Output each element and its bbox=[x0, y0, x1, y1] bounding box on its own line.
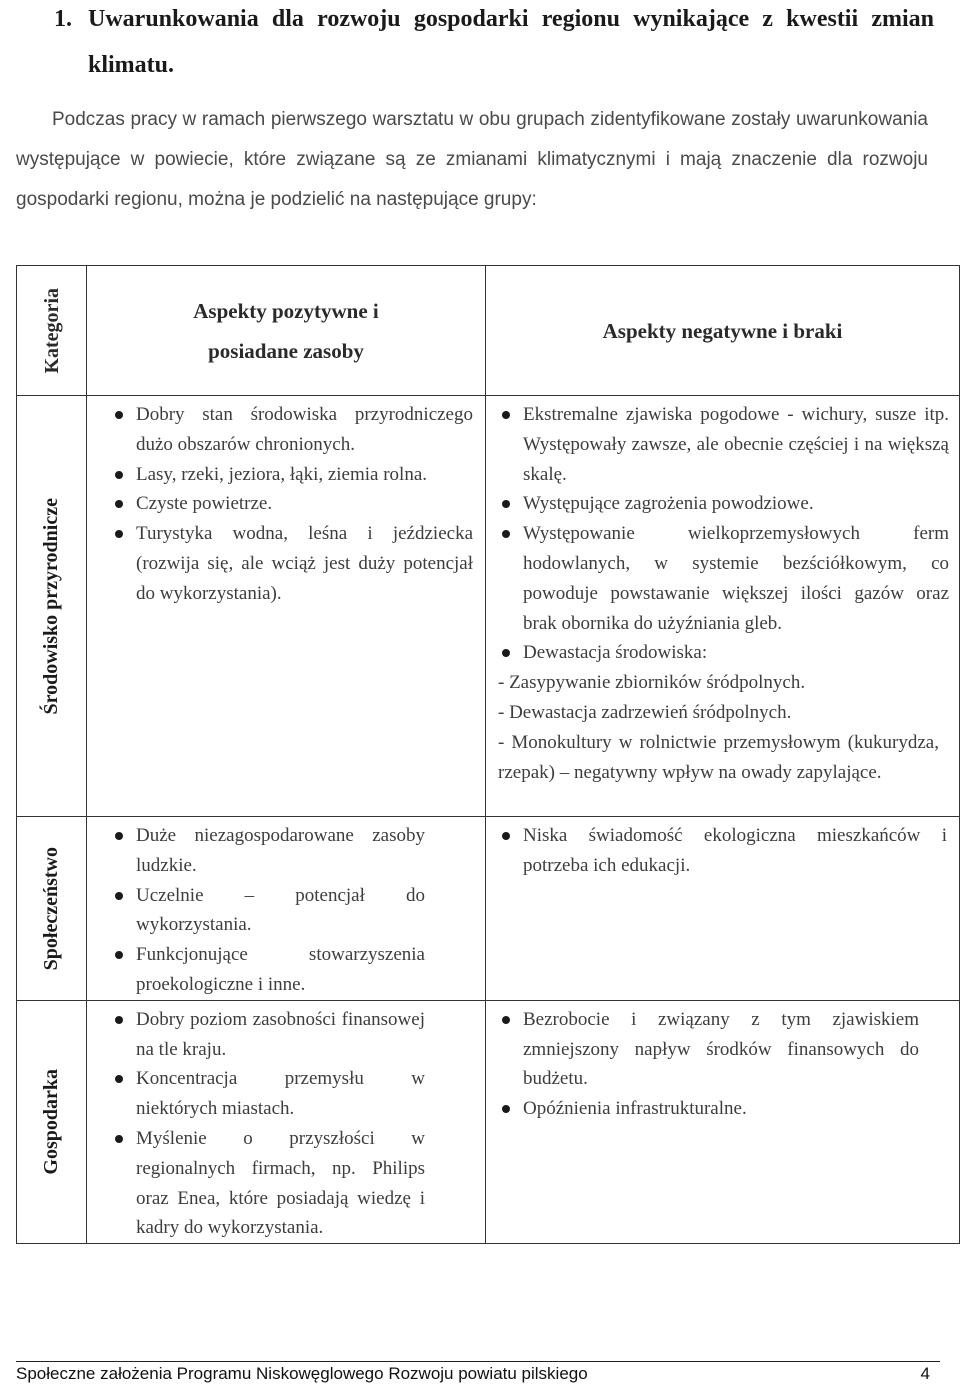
positive-list bbox=[99, 821, 425, 1000]
footer-text: Społeczne założenia Programu Niskowęglowego Rozwoju powiatu pilskiego bbox=[16, 1364, 588, 1383]
category-label: Gospodarka bbox=[40, 1069, 62, 1175]
list-item: Myślenie o przyszłości w regionalnych firmach, np. Philips oraz Enea, które posiadają wiedzę i kadry do wykorzystania. bbox=[99, 1124, 425, 1243]
header-category: Kategoria bbox=[40, 287, 63, 374]
negative-cell bbox=[486, 817, 960, 1001]
list-item: Lasy, rzeki, jeziora, łąki, ziemia rolna. bbox=[99, 460, 473, 490]
category-label: Społeczeństwo bbox=[40, 846, 62, 971]
list-item: Dewastacja środowiska: bbox=[486, 638, 949, 668]
positive-cell bbox=[87, 817, 486, 1001]
note-line: - Monokultury w rolnictwie przemysłowym (kukurydza, rzepak) – negatywny wpływ na owady zapylające. bbox=[498, 731, 939, 783]
negative-list bbox=[486, 1005, 919, 1124]
list-item: Występujące zagrożenia powodziowe. bbox=[486, 489, 949, 519]
note-line: - Zasypywanie zbiorników śródpolnych. bbox=[498, 672, 806, 694]
positive-cell bbox=[87, 396, 486, 817]
table-row bbox=[17, 396, 960, 817]
positive-cell bbox=[87, 1000, 486, 1243]
negative-list bbox=[486, 400, 949, 668]
list-item: Duże niezagospodarowane zasoby ludzkie. bbox=[99, 821, 425, 881]
page-footer bbox=[16, 1361, 940, 1384]
list-item: Występowanie wielkoprzemysłowych ferm hodowlanych, w systemie bezściółkowym, co powoduje powstawanie większej ilości gazów oraz brak obornika do użyźniania gleb. bbox=[486, 519, 949, 638]
list-item: Bezrobocie i związany z tym zjawiskiem zmniejszony napływ środków finansowych do budżetu. bbox=[486, 1005, 919, 1094]
header-negative: Aspekty negatywne i braki bbox=[602, 318, 843, 343]
section-title: Uwarunkowania dla rozwoju gospodarki regionu wynikające z kwestii zmian klimatu. bbox=[88, 6, 934, 78]
category-cell bbox=[17, 1000, 87, 1243]
list-item: Niska świadomość ekologiczna mieszkańców i potrzeba ich edukacji. bbox=[486, 821, 947, 881]
page-number: 4 bbox=[920, 1364, 930, 1383]
negative-cell bbox=[486, 1000, 960, 1243]
category-cell bbox=[17, 396, 87, 817]
section-heading bbox=[54, 0, 934, 88]
list-item: Turystyka wodna, leśna i jeździecka (rozwija się, ale wciąż jest duży potencjał do wykorzystania). bbox=[99, 519, 473, 608]
list-item: Funkcjonujące stowarzyszenia proekologiczne i inne. bbox=[99, 940, 425, 1000]
table-row bbox=[17, 817, 960, 1001]
header-category-cell bbox=[17, 266, 87, 396]
list-item: Dobry stan środowiska przyrodniczego dużo obszarów chronionych. bbox=[99, 400, 473, 460]
header-positive-cell bbox=[87, 266, 486, 396]
positive-list bbox=[99, 1005, 425, 1243]
list-item: Koncentracja przemysłu w niektórych miastach. bbox=[99, 1064, 425, 1124]
intro-paragraph: Podczas pracy w ramach pierwszego warsztatu w obu grupach zidentyfikowane zostały uwarunkowania występujące w powiecie, które związane są ze zmianami klimatycznymi i mają znaczenie dla rozwoju gospodarki regionu, można je podzielić na następujące grupy: bbox=[16, 109, 928, 210]
category-label: Środowisko przyrodnicze bbox=[40, 497, 62, 715]
conditions-table bbox=[16, 265, 960, 1244]
list-item: Ekstremalne zjawiska pogodowe - wichury, susze itp. Występowały zawsze, ale obecnie częściej i na większą skalę. bbox=[486, 400, 949, 489]
list-item: Opóźnienia infrastrukturalne. bbox=[486, 1094, 919, 1124]
positive-list bbox=[99, 400, 473, 609]
list-item: Czyste powietrze. bbox=[99, 489, 473, 519]
table-header-row bbox=[17, 266, 960, 396]
note-line: - Dewastacja zadrzewień śródpolnych. bbox=[498, 701, 792, 723]
list-item: Dobry poziom zasobności finansowej na tle kraju. bbox=[99, 1005, 425, 1065]
header-positive: Aspekty pozytywne i posiadane zasoby bbox=[193, 298, 379, 363]
section-number: 1. bbox=[54, 6, 72, 32]
table-row bbox=[17, 1000, 960, 1243]
header-negative-cell bbox=[486, 266, 960, 396]
category-cell bbox=[17, 817, 87, 1001]
negative-list bbox=[486, 821, 947, 881]
negative-cell bbox=[486, 396, 960, 817]
list-item: Uczelnie – potencjał do wykorzystania. bbox=[99, 881, 425, 941]
